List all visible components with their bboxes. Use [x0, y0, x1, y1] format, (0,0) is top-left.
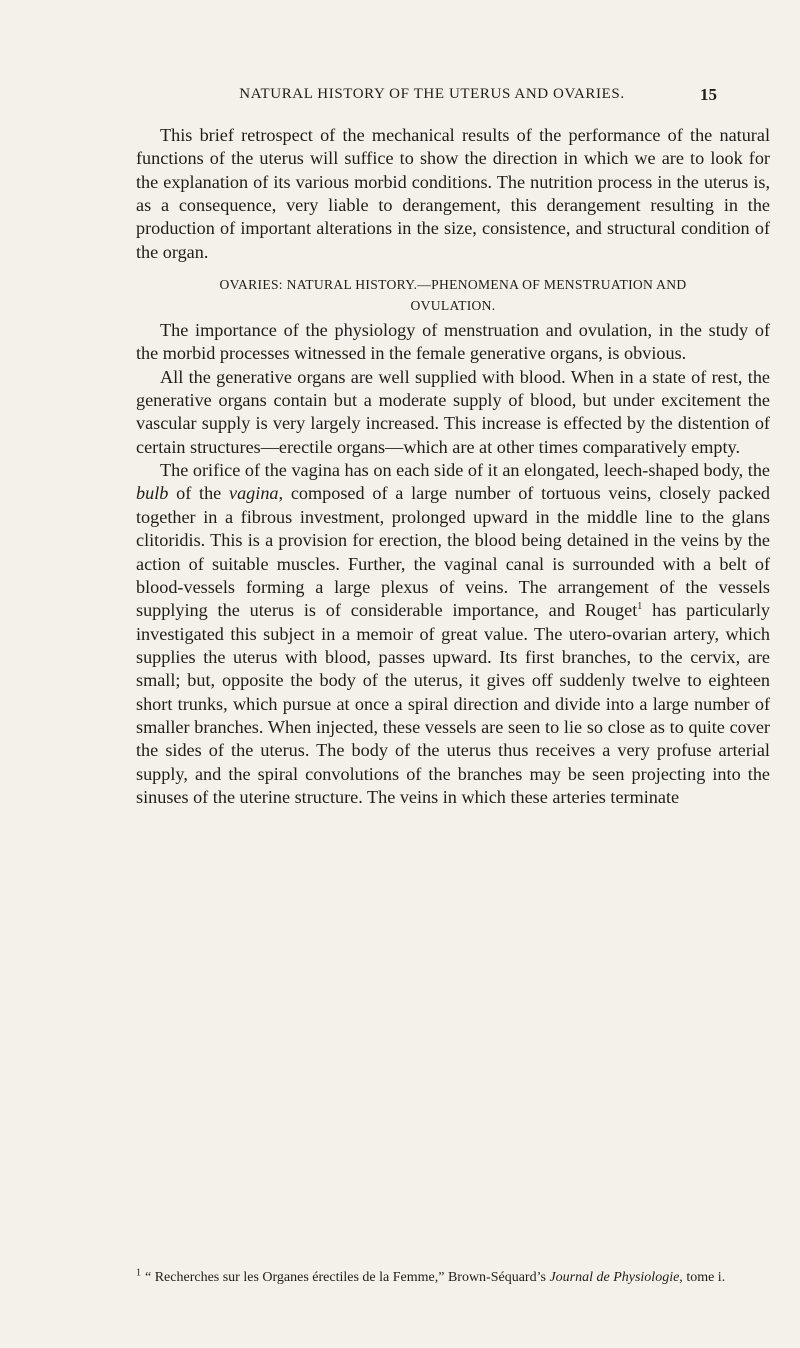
footnote-journal: Journal de Physiologie, — [549, 1270, 683, 1285]
paragraph-vagina-bulb — [136, 459, 770, 809]
footnote-text-end: tome i. — [682, 1270, 726, 1285]
page-number: 15 — [700, 85, 717, 104]
paragraph-retrospect: This brief retrospect of the mechanical results of the performance of the natural functions of the uterus will suffice to show the direction in which we are to look for the explanation of its various morbid conditions. The nutrition process in the uterus is, as a consequence, very liable to derangement, this derangement resulting in the production of important alterations in the size, consistence, and structural condition of the organ. — [136, 125, 770, 262]
text-span: has particularly investigated this subject in a memoir of great value. The utero-ovarian artery, which supplies the uterus with blood, passes upward. Its first branches, to the cervix, are small; but, opposite the body of the uterus, it gives off suddenly twelve to eighteen short trunks, which pursue at once a spiral direction and divide into a large number of smaller branches. When injected, these vessels are seen to lie so close as to quite cover the sides of the uterus. The body of the uterus thus receives a very profuse arterial supply, and the spiral convolutions of the branches may be seen projecting into the sinuses of the uterine structure. The veins in which these arteries terminate — [136, 600, 770, 807]
text-span: The orifice of the vagina has on each side of it an elongated, leech-shaped body, the — [160, 460, 770, 481]
footnote-text: “ Recherches sur les Organes érectiles de la Femme,” Brown-Séquard’s — [145, 1270, 550, 1285]
text-span: composed of a large number of tortuous veins, closely packed together in a fibrous investment, prolonged upward in the middle line to the glans clitoridis. This is a provision for erection, the blood being detained in the veins by the action of suitable muscles. Further, the vaginal canal is surrounded with a belt of blood-vessels forming a large plexus of veins. The arrangement of the vessels supplying the uterus is of considerable importance, and Rouget — [136, 483, 770, 621]
section-heading-line-1: OVARIES: NATURAL HISTORY.—PHENOMENA OF MENSTRUATION AND — [219, 277, 687, 293]
footnote-marker: 1 — [136, 1267, 141, 1279]
footnote — [136, 1268, 770, 1287]
paragraph-importance: The importance of the physiology of menstruation and ovulation, in the study of the morbid processes witnessed in the female generative organs, is obvious. — [136, 320, 770, 364]
text-span: of the — [168, 483, 230, 504]
italic-bulb: bulb — [136, 483, 169, 504]
paragraph-blood-supply: All the generative organs are well supplied with blood. When in a state of rest, the generative organs contain but a moderate supply of blood, but under excitement the vascular supply is very largely increased. This increase is effected by the distention of certain structures—erectile organs—which are at other times comparatively empty. — [136, 366, 770, 457]
section-heading-line-2: OVULATION. — [410, 298, 496, 314]
body-text — [136, 124, 770, 809]
italic-vagina: vagina, — [229, 483, 284, 504]
section-heading — [136, 274, 770, 316]
running-title: NATURAL HISTORY OF THE UTERUS AND OVARIES. — [239, 86, 625, 102]
footnote-reference: 1 — [637, 601, 643, 613]
running-head — [0, 86, 800, 108]
